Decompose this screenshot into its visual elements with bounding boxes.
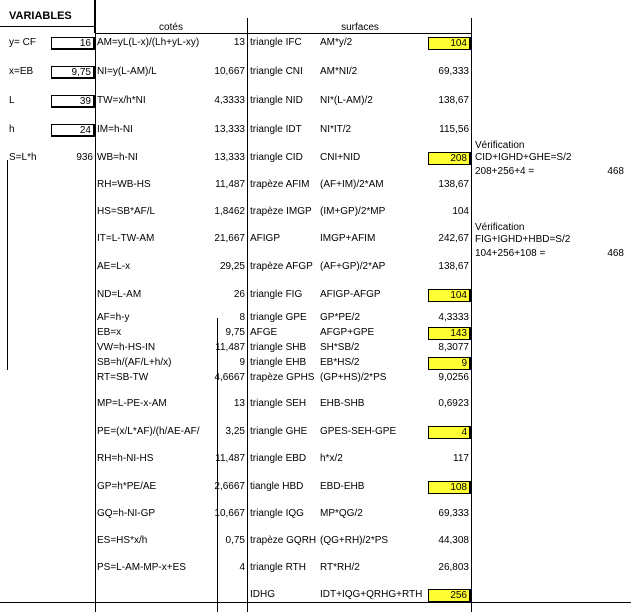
surface-value: 143 bbox=[428, 327, 471, 340]
surface-value: 104 bbox=[452, 206, 469, 217]
header-surfaces: surfaces bbox=[341, 22, 379, 33]
shape-name: triangle IQG bbox=[250, 508, 304, 519]
formula-value: 11,487 bbox=[215, 179, 245, 190]
formula-text: AM=yL(L-x)/(Lh+yL-xy) bbox=[97, 37, 200, 48]
surface-value: 9,0256 bbox=[438, 372, 469, 383]
variable-label: h bbox=[9, 124, 15, 135]
surface-formula: (AF+IM)/2*AM bbox=[320, 179, 384, 190]
formula-text: GQ=h-NI-GP bbox=[97, 508, 156, 519]
surface-formula: NI*IT/2 bbox=[320, 124, 352, 135]
formula-value: 9,75 bbox=[225, 327, 245, 338]
formula-value: 26 bbox=[233, 289, 245, 300]
shape-name: AFGE bbox=[250, 327, 278, 338]
variable-label: L bbox=[9, 95, 15, 106]
surface-formula: SH*SB/2 bbox=[320, 342, 360, 353]
surface-formula: CNI+NID bbox=[320, 152, 361, 163]
formula-value: 13,333 bbox=[214, 124, 245, 135]
surface-formula: EB*HS/2 bbox=[320, 357, 360, 368]
surface-formula: AFIGP-AFGP bbox=[320, 289, 381, 300]
page-title: VARIABLES bbox=[9, 10, 72, 22]
formula-text: TW=x/h*NI bbox=[97, 95, 146, 106]
surface-value: 4 bbox=[428, 426, 471, 439]
formula-text: IT=L-TW-AM bbox=[97, 233, 155, 244]
formula-value: 2,6667 bbox=[214, 481, 245, 492]
shape-name: triangle GPE bbox=[250, 312, 307, 323]
variable-label: y= CF bbox=[9, 37, 36, 48]
surface-formula: EHB-SHB bbox=[320, 398, 365, 409]
shape-name: triangle IDT bbox=[250, 124, 302, 135]
surface-formula: (QG+RH)/2*PS bbox=[320, 535, 389, 546]
surface-value: 138,67 bbox=[438, 179, 469, 190]
shape-name: triangle IFC bbox=[250, 37, 302, 48]
shape-name: triangle EHB bbox=[250, 357, 307, 368]
surface-value: 26,803 bbox=[438, 562, 469, 573]
formula-text: VW=h-HS-IN bbox=[97, 342, 156, 353]
surface-formula: NI*(L-AM)/2 bbox=[320, 95, 373, 106]
verification-sum: 208+256+4 = bbox=[475, 166, 535, 177]
surface-formula: IMGP+AFIM bbox=[320, 233, 376, 244]
verification-expr: CID+IGHD+GHE=S/2 bbox=[475, 152, 572, 163]
formula-text: AF=h-y bbox=[97, 312, 130, 323]
surface-formula: GPES-SEH-GPE bbox=[320, 426, 397, 437]
surface-value: 4,3333 bbox=[438, 312, 469, 323]
verification-result: 468 bbox=[607, 166, 624, 177]
variable-value: 936 bbox=[76, 152, 93, 163]
formula-value: 29,25 bbox=[219, 261, 245, 272]
surface-formula: h*x/2 bbox=[320, 453, 343, 464]
formula-value: 3,25 bbox=[225, 426, 245, 437]
formula-text: RH=h-NI-HS bbox=[97, 453, 154, 464]
formula-text: ND=L-AM bbox=[97, 289, 142, 300]
formula-value: 0,75 bbox=[225, 535, 245, 546]
surface-value: 69,333 bbox=[438, 508, 469, 519]
variable-input[interactable]: 39 bbox=[51, 95, 95, 108]
formula-value: 11,487 bbox=[215, 342, 245, 353]
verification-result: 468 bbox=[607, 248, 624, 259]
variable-label: S=L*h bbox=[9, 152, 37, 163]
shape-name: triangle RTH bbox=[250, 562, 306, 573]
surface-value: 208 bbox=[428, 152, 471, 165]
formula-text: AE=L-x bbox=[97, 261, 131, 272]
formula-text: PS=L-AM-MP-x+ES bbox=[97, 562, 186, 573]
surface-value: 138,67 bbox=[438, 95, 469, 106]
surface-value: 117 bbox=[453, 453, 469, 464]
surface-formula: (GP+HS)/2*PS bbox=[320, 372, 387, 383]
formula-text: NI=y(L-AM)/L bbox=[97, 66, 157, 77]
surface-formula: GP*PE/2 bbox=[320, 312, 361, 323]
formula-value: 4,3333 bbox=[214, 95, 245, 106]
variable-input[interactable]: 9,75 bbox=[51, 66, 95, 79]
formula-text: ES=HS*x/h bbox=[97, 535, 148, 546]
formula-text: RH=WB-HS bbox=[97, 179, 151, 190]
formula-text: RT=SB-TW bbox=[97, 372, 149, 383]
grid-col-mid bbox=[247, 18, 248, 612]
shape-name: triangle GHE bbox=[250, 426, 308, 437]
surface-value: 108 bbox=[428, 481, 471, 494]
shape-name: AFIGP bbox=[250, 233, 281, 244]
header-cotes: cotés bbox=[159, 22, 183, 33]
grid-col-right bbox=[471, 18, 472, 612]
variable-input[interactable]: 24 bbox=[51, 124, 95, 137]
surface-formula: AFGP+GPE bbox=[320, 327, 375, 338]
shape-name: trapèze AFIM bbox=[250, 179, 310, 190]
shape-name: trapèze GPHS bbox=[250, 372, 315, 383]
grid-col-left bbox=[95, 0, 96, 612]
bottom-rule bbox=[0, 602, 631, 603]
shape-name: triangle NID bbox=[250, 95, 303, 106]
surface-value: 9 bbox=[428, 357, 471, 370]
surface-formula: (IM+GP)/2*MP bbox=[320, 206, 386, 217]
shape-name: triangle CNI bbox=[250, 66, 303, 77]
surface-formula: (AF+GP)/2*AP bbox=[320, 261, 386, 272]
variable-input[interactable]: 16 bbox=[51, 37, 95, 50]
formula-value: 8 bbox=[239, 312, 245, 323]
formula-value: 4,6667 bbox=[214, 372, 245, 383]
surface-value: 104 bbox=[428, 289, 471, 302]
grid-col-var bbox=[7, 160, 8, 370]
surface-value: 115,56 bbox=[439, 124, 469, 135]
formula-value: 10,667 bbox=[214, 508, 245, 519]
surface-formula: AM*NI/2 bbox=[320, 66, 358, 77]
surface-value: 104 bbox=[428, 37, 471, 50]
surface-value: 44,308 bbox=[438, 535, 469, 546]
shape-name: tiangle HBD bbox=[250, 481, 304, 492]
formula-value: 13 bbox=[233, 398, 245, 409]
formula-text: EB=x bbox=[97, 327, 122, 338]
formula-text: SB=h/(AF/L+h/x) bbox=[97, 357, 172, 368]
shape-name: triangle EBD bbox=[250, 453, 307, 464]
shape-name: triangle FIG bbox=[250, 289, 303, 300]
surface-formula: MP*QG/2 bbox=[320, 508, 363, 519]
formula-text: WB=h-NI bbox=[97, 152, 138, 163]
surface-value: 0,6923 bbox=[438, 398, 469, 409]
formula-value: 9 bbox=[239, 357, 245, 368]
surface-value: 69,333 bbox=[438, 66, 469, 77]
surface-value: 8,3077 bbox=[438, 342, 469, 353]
variable-label: x=EB bbox=[9, 66, 34, 77]
header-underline bbox=[95, 33, 472, 34]
shape-name: triangle SEH bbox=[250, 398, 307, 409]
surface-formula: EBD-EHB bbox=[320, 481, 365, 492]
surface-formula: RT*RH/2 bbox=[320, 562, 360, 573]
formula-text: HS=SB*AF/L bbox=[97, 206, 156, 217]
shape-name: IDHG bbox=[250, 589, 275, 600]
formula-value: 13,333 bbox=[214, 152, 245, 163]
verification-title: Vérification bbox=[475, 140, 525, 151]
formula-value: 21,667 bbox=[214, 233, 245, 244]
surface-formula: IDT+IQG+QRHG+RTH bbox=[320, 589, 423, 600]
surface-value: 242,67 bbox=[438, 233, 469, 244]
shape-name: trapèze IMGP bbox=[250, 206, 312, 217]
formula-value: 13 bbox=[233, 37, 245, 48]
surface-value: 138,67 bbox=[438, 261, 469, 272]
surface-formula: AM*y/2 bbox=[320, 37, 353, 48]
formula-value: 4 bbox=[239, 562, 245, 573]
formula-text: IM=h-NI bbox=[97, 124, 133, 135]
formula-value: 11,487 bbox=[215, 453, 245, 464]
shape-name: triangle SHB bbox=[250, 342, 307, 353]
verification-title: Vérification bbox=[475, 222, 525, 233]
formula-text: GP=h*PE/AE bbox=[97, 481, 157, 492]
surface-value: 256 bbox=[428, 589, 471, 602]
shape-name: triangle CID bbox=[250, 152, 303, 163]
formula-value: 10,667 bbox=[214, 66, 245, 77]
shape-name: trapèze AFGP bbox=[250, 261, 313, 272]
verification-expr: FIG+IGHD+HBD=S/2 bbox=[475, 234, 571, 245]
formula-text: MP=L-PE-x-AM bbox=[97, 398, 167, 409]
verification-sum: 104+256+108 = bbox=[475, 248, 546, 259]
formula-value: 1,8462 bbox=[214, 206, 245, 217]
formula-text: PE=(x/L*AF)/(h/AE-AF/ bbox=[97, 426, 200, 437]
title-underline bbox=[0, 26, 94, 27]
shape-name: trapèze GQRH bbox=[250, 535, 317, 546]
